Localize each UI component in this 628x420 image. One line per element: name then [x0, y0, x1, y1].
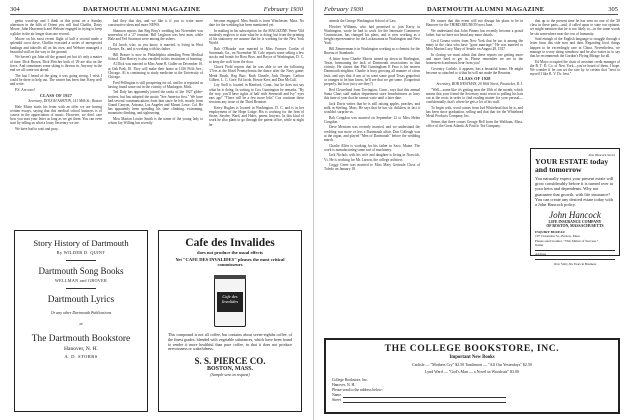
paragraph: Ted Daly has apparently joined the ranks of the 1927 globe-trotters, but has adopted the motto "See America first." We have had several communications from him since he left, mostly from Grand Canyon, Arizona, Los Angeles and Mount Lowe, Cal. He has apparently been spending his time climbing, swimming, mountain climbing, and sightseeing. — [108, 90, 203, 116]
cafe-advertisement — [158, 230, 302, 412]
paragraph: Bill Zimmerman is in Washington working as a chemist for the Bureau of Standards. — [324, 47, 420, 56]
order-form — [332, 378, 506, 403]
bookstore-advertisement — [14, 230, 148, 412]
paragraph: Charlie Allen is working for his father in Saco, Maine. The work is manufacturing some sort of machinery. — [324, 143, 420, 152]
inquiry-request: Please send booklet, "This Matter of Success." — [535, 238, 599, 243]
store-owner: A. D. STORRS — [64, 354, 98, 360]
paragraph: Jack Davis writes that he is still raising apples, peaches, and milk in Sterling, Mass. He says that he has six children, in fact it wouldn't surprise us. — [324, 101, 420, 115]
paragraph: Hale Moon starts his letter with an offer we are having written essays, saying that this medical school business is of course in the appreciation of music. However, we don't care how you start your letter as long as we get them. You can even start by telling us what a lousy Secretary we are. — [10, 104, 102, 126]
cafe-tagline: Yet "CAFE DES INVALIDES" pleases the most critical connoisseurs — [175, 257, 285, 267]
paragraph: Ed Jacob, who, as you know, is married, is living in West Chester, Pa., and is working with his father. — [108, 42, 203, 51]
paragraph: Red Cleaveland from Torrington, Conn., says that this annual Santa Claus staff makes department store breadwinners as busy this time of year that he cannot write until a later date. — [324, 87, 420, 101]
paragraph: In mailing in his subscription for the MAGAZINE Verne Vild modestly neglects to state what he is doing; but from the printing of his stationery we assume that he is working for the New York World. — [209, 28, 304, 46]
paragraph: had they that day, and we like it if you to write more constructive ideas and more NEWS. — [108, 19, 203, 28]
paragraph: We understand that John Pinneo has recently become a proud father, but we have not heard any more details. — [426, 28, 523, 37]
paragraph: The last I heard of the gang it was going strong. I wish I could be there to help out. The winter has been fine. Keep well and write. — [10, 73, 102, 87]
series-label: John Hancock Series — [588, 153, 615, 157]
paragraph: Chuck Field reports that he was able to see the following '27ers at the Hotel Pennsylvania the dance after the Navy game: Menk Brush, Reg Burr, Ruth Cheatle, Jack Draper, Carlton Gilbert, L. C. Gore, Ed Jacob, Howie Kerr, and Don McCall. — [209, 65, 304, 82]
paragraph: Kerry Hughes is located in Washington, D. C. and is in her employment of the Hope Lodge. His is working for the firm of Stone, Snyder, Ward, and Hales, patent lawyers. In this kind of work he also plans to go through the patent office, while at night he — [209, 105, 304, 127]
right-page — [314, 0, 628, 420]
coffee-can-icon — [214, 277, 246, 327]
paragraph: Miss Marion Louise Smith is the name of the young lady to whom Jay Willing has recently — [108, 117, 203, 126]
inquiry-form — [535, 230, 615, 260]
coop-title: THE COLLEGE BOOKSTORE, INC. — [384, 343, 560, 354]
paragraph: In closing we must admit that these reports are getting more and more hard to get in. Please remember we are in the homestretch and must hear from you! — [426, 52, 523, 65]
other-publications-note: Or any other Dartmouth Publications — [50, 310, 112, 315]
paragraph: that up to the present time he has seen no one of the '28 class in these parts—and, if called upon to state our opinion, we might mention that he is not likely to—in the same words he sits somewhere near the row of humanity. — [530, 19, 620, 36]
book-author: By WILDER D. QUINT — [56, 250, 106, 255]
book-list-line: Lynd Ward — "God's Man — a Novel in Woodcuts" $3.00 — [425, 369, 519, 374]
book-list-line: Carlisle — "Mothers Cry" $2.50 Tomlinson — "All Our Yesterdays" $2.50 — [412, 362, 532, 367]
secretary-line: Secretary, BOB WESTMAN, 20 Wild Street, Pawtucket, R. I. — [436, 82, 523, 87]
paragraph: Shannon reports that Reg Bray's wedding last November was somewhat of a '27 reunion. Bill Leighton was best man, while Hale and Ted Swanson were among the ushers. — [108, 28, 203, 42]
divider — [66, 260, 96, 261]
left-magazine-title: DARTMOUTH ALUMNI MAGAZINE — [83, 5, 201, 13]
form-street-blank — [343, 398, 506, 403]
insurance-advertisement — [530, 148, 620, 267]
paragraph: "Well—some like it's getting near the 10th of the month, which means that your friend the Secretary must resort to pulling his hair out at the roots in order to find reading matter for your perusal—confidentially, that's where he gets a lot of his stuff. — [426, 87, 523, 105]
right-page-number: 305 — [608, 5, 618, 13]
lyrics-title: Dartmouth Lyrics — [47, 295, 115, 305]
cafe-subtitle: does not produce the usual effects — [197, 250, 263, 255]
paragraph: Fred Pellington is still prospering for oil, and he is reported as having found some out in the vicinity of Muskegon, Mich. — [108, 80, 203, 89]
paragraph: Bob O'Rourke was married to Miss Frances Conlin of Savannah, Ga., on November 30. Cole reports some selling a few stocks and bonds for Ross Bros. and Boyce of Washington, D. C. to keep the wolf from the door. — [209, 47, 304, 64]
form-street-row — [332, 398, 506, 403]
paragraph: Seems that there comes George Bell from the Waltham, Mass. office of the Great Atlantic & Pacific Tea Company. — [426, 120, 523, 129]
cafe-body-text: This compound is not all coffee, but contains about seven-eighths coffee, of the finest grades, blended with vegetable substances, which have been found to render it more healthful than pure coffee, in that it does not produce nervousness or wakefulness. — [168, 332, 292, 352]
left-column-2 — [108, 19, 203, 226]
company-footer: Over Sixty-Six Years in Business — [553, 262, 597, 267]
college-bookstore-advertisement — [324, 338, 620, 414]
class-heading: CLASS OF 1927 — [39, 92, 73, 98]
left-page-number: 304 — [10, 5, 20, 13]
insurance-headline: YOUR ESTATE today and tomorrow — [535, 157, 609, 174]
address-label: Address — [535, 252, 547, 257]
paragraph: Ed Mayo occupied the chair of assistant credit manager of the R. T. D. Co. of New York—you've heard of them. I hope. We wonder if he can set the rate by to certain that "next to myself I like B. V. Dc. best." — [530, 59, 620, 77]
paragraph: Al Dick was married to Miss Anne B. Gidler on December 10, at Oak Park, Ill. They will make their home at 1416 Fifth Ave., Chicago. Al is continuing to study medicine at the University of Chicago. — [108, 62, 203, 79]
store-city: Hanover, N. H. — [63, 346, 99, 353]
left-running-head — [10, 5, 303, 15]
book-title: Story History of Dartmouth — [33, 238, 129, 248]
company-city: OF BOSTON, MASSACHUSETTS — [546, 224, 604, 229]
right-column-2 — [426, 19, 523, 335]
at-text: at — [79, 320, 83, 326]
paragraph: Jack Nichols with his wife and daughter is living in Norwich, Vt. He is working for Mr. Larson, the college architect. — [324, 153, 420, 162]
paragraph: attends the George Washington School of Law. — [329, 19, 397, 23]
left-column-1 — [10, 19, 102, 226]
paragraph: Cecil Cosma writes from New York that he too is among the many in the class who have "gone marriage." He was married to Miss Marion Lucy Mary of Seattle on August 28, 1927. — [426, 38, 523, 51]
left-issue-date: February 1930 — [263, 5, 303, 13]
name-label: Name — [535, 242, 544, 247]
secretary-line: Secretary, DOUGH ASHTON, 141 Milk St., Boston — [28, 99, 102, 104]
paragraph: Moore on his most recent flight of half a second made a splendid cross drive, Chaffin executed a series of unexpected landings and takeoffs all on his own, and Webster managed a beautiful stall on the way to the ground. — [10, 37, 102, 54]
paragraph: Coggy Greer was married to Miss Mary Gertrude Close of Toledo on January 18. — [324, 163, 420, 172]
left-column-3 — [209, 19, 304, 226]
store-name: The Dartmouth Bookstore — [31, 334, 131, 345]
form-street-label: Street — [332, 398, 341, 402]
insurance-body: You naturally expect your present estate will grow considerably before it is turned over to your heirs and dependents. Why not guarantee that growth, with life insurance? You can create any desired estate today with a John Hancock policy. — [535, 176, 614, 208]
can-lid — [214, 275, 246, 279]
paragraph: Lay Stoll is located in Hartford, Conn., but he does not say what he is doing. In writing to Cox Cunnington he remarks, "By the way, you'll have rights of half with Steenrodt and Ivy" eyes ears ago" "There will be a few more lefts" Cox continue these sessions any issue of the Third Reunion. — [209, 83, 304, 105]
paragraph: Coventry Carlisle, it appears, has a beautiful home. He might become so attached to it that he will not make the Reunion. — [426, 66, 523, 75]
form-line: Hanover, N. H. — [332, 383, 356, 387]
paragraph: gettin wood-up and I think at this point on a Sunday afternoon in the hills of Orient you will find Chaffin, Daisy Moore, John Heavenrich and Webster engaged in trying to keep a glider in the air longer than one second. — [10, 19, 102, 36]
paragraph: We haven't got John off the ground yet but it's only a matter of time. Dick Brown, Dick Fletcher both of '29 are also on the force. And sometimes some skiing is thrown in. Anyway in the end we all come out ahead. — [10, 55, 102, 73]
paragraph: become engaged. Miss Smith is from Winchester, Mass. No date for the wedding has been mentioned yet. — [209, 19, 304, 28]
company-tag: LIFE INSURANCE COMPANY — [548, 220, 602, 225]
paragraph: Said enough of the English language to struggle through a letter from this side now and then. Regarding food, things happen to be exceedingly rare in China. Nevertheless, we manage to worry along somehow and he also writes in to say that he recommends the Gordon's Flying Mirage for all. — [530, 37, 620, 59]
cafe-city: BOSTON, MASS. — [206, 366, 254, 373]
paragraph: P.S. Are ours? — [15, 87, 36, 92]
song-books-publisher: WELLMAN and GROVER — [54, 278, 108, 283]
right-column-3 — [530, 19, 620, 144]
class-heading: CLASS OF 1928 — [458, 76, 491, 81]
coffee-can-illustration — [204, 273, 256, 329]
coop-subtitle: Important New Books — [449, 355, 495, 360]
divider — [66, 288, 96, 289]
cafe-title: Cafe des Invalides — [185, 237, 275, 249]
inquiry-address: 197 Clarendon St., Boston, Mass. — [535, 234, 581, 239]
paragraph: A letter from Charlie Morris turned up down in Burlington, Texas, bemoaning the lack of Dartmouth associations in that vicinity. He claims that Phil Cunningham Il Paso is his nearest Dartmouth neighbor. Charlie is busy growing all manner of citrus fruit, and says that if any of us want some good Texas grapefruit or oranges to let him know, he'll see that we get some. (Grapefruit properly, but how juicy are they?) — [324, 56, 420, 87]
paragraph: Bill Brauer is now in Philadelphia attending Penn Medical School. Dan Harvey is also enrolled in this institution of learning. — [108, 52, 203, 61]
form-name-label: Name — [332, 393, 342, 397]
cafe-sample-note: (Sample sent on request) — [210, 372, 250, 378]
right-running-head — [324, 5, 618, 15]
paragraph: We have had to wait and pray... — [15, 127, 61, 132]
paragraph: To begin with, word comes from Jud Whitehead that he is, and has been since graduation, selling and that that for the Whitehead Metal Products Company, Inc. — [426, 106, 523, 119]
form-line: College Bookstore, Inc. — [332, 378, 369, 382]
can-label: Cafe des Invalides — [217, 292, 243, 312]
right-column-1 — [324, 19, 420, 335]
right-issue-date: February 1930 — [324, 5, 364, 13]
hancock-signature-logo: John Hancock — [549, 210, 601, 221]
paragraph: He causes that this event will not disrupt his plans to be in Hanover for the THIRD REUNION next June. — [426, 19, 523, 28]
paragraph: Bob Congdon was married on September 12 to Miss Helen Congdon. — [324, 115, 420, 124]
name-blank — [535, 247, 615, 251]
address-blank — [535, 256, 615, 260]
form-line: Please send to the address below: — [332, 388, 383, 392]
right-magazine-title: DARTMOUTH ALUMNI MAGAZINE — [427, 5, 545, 13]
cafe-company: S. S. PIERCE CO. — [194, 356, 266, 367]
paragraph: Dave Merriam was recently married, and we understand the wedding was more or less a Dartmouth affair. Don Colleagh was at the organ, and played "Men of Dartmouth" before the wedding march. — [324, 125, 420, 143]
inquiry-bureau: INQUIRY BUREAU — [535, 230, 565, 235]
paragraph: Fletcher Williams, who had promised to join Kerry in Washington, wrote he had to work for the Interstate Commerce Commission, has changed his plans, and is now working as a freight representative for the Lackawanna in Washington and New York. — [324, 24, 420, 46]
song-books-title: Dartmouth Song Books — [38, 266, 124, 276]
